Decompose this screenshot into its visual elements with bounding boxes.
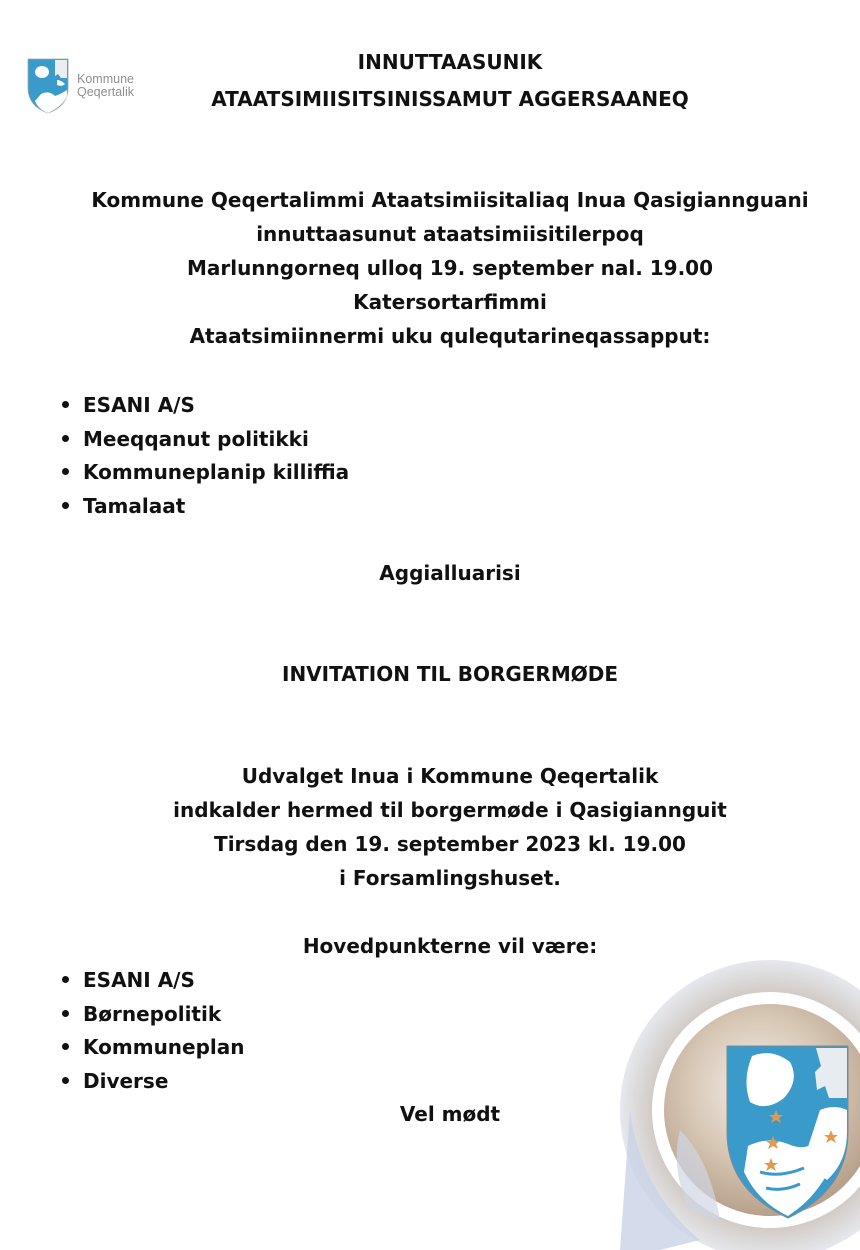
agenda-item: Meeqqanut politikki [62, 423, 349, 457]
bullet-icon [62, 976, 69, 983]
agenda-item: Kommuneplanip killiffia [62, 456, 349, 490]
bullet-icon [62, 468, 69, 475]
greenlandic-intro-line: innuttaasunut ataatsimiisitilerpoq [256, 222, 644, 246]
danish-intro-line: Tirsdag den 19. september 2023 kl. 19.00 [214, 832, 686, 856]
agenda-item: Diverse [62, 1065, 245, 1099]
danish-intro-line: indkalder hermed til borgermøde i Qasigiannguit [173, 798, 727, 822]
greenlandic-intro-line: Marlunngorneq ulloq 19. september nal. 19.00 [186, 256, 714, 280]
danish-title: INVITATION TIL BORGERMØDE [282, 662, 618, 686]
bullet-icon [62, 1043, 69, 1050]
agenda-item: Børnepolitik [62, 998, 245, 1032]
bullet-icon [62, 502, 69, 509]
danish-agenda-list [62, 964, 245, 1098]
bullet-icon [62, 401, 69, 408]
agenda-item: Tamalaat [62, 490, 349, 524]
greenlandic-title-line1: INNUTTAASUNIK [357, 50, 543, 74]
greenlandic-intro-line: Ataatsimiinnermi uku qulequtarineqassapput: [189, 324, 711, 348]
greenlandic-title-line2: ATAATSIMIISITSINISSAMUT AGGERSAANEQ [211, 87, 689, 111]
decorative-photo-badge [620, 960, 860, 1250]
greenlandic-agenda-list [62, 389, 349, 523]
danish-intro-line: i Forsamlingshuset. [339, 866, 561, 890]
danish-closing: Vel mødt [399, 1102, 501, 1126]
greenlandic-intro-line: Katersortarfimmi [353, 290, 547, 314]
greenlandic-closing: Aggialluarisi [379, 561, 521, 585]
danish-intro-line: Udvalget Inua i Kommune Qeqertalik [241, 764, 659, 788]
danish-agenda-heading: Hovedpunkterne vil være: [302, 934, 598, 958]
logo-name-line1: Kommune [77, 72, 134, 86]
logo-name-line2: Qeqertalik [77, 85, 134, 99]
bullet-icon [62, 1010, 69, 1017]
agenda-item: ESANI A/S [62, 964, 245, 998]
agenda-item: Kommuneplan [62, 1031, 245, 1065]
bullet-icon [62, 1077, 69, 1084]
greenlandic-intro-line: Kommune Qeqertalimmi Ataatsimiisitaliaq Inua Qasigiannguani [91, 188, 809, 212]
bullet-icon [62, 435, 69, 442]
agenda-item: ESANI A/S [62, 389, 349, 423]
